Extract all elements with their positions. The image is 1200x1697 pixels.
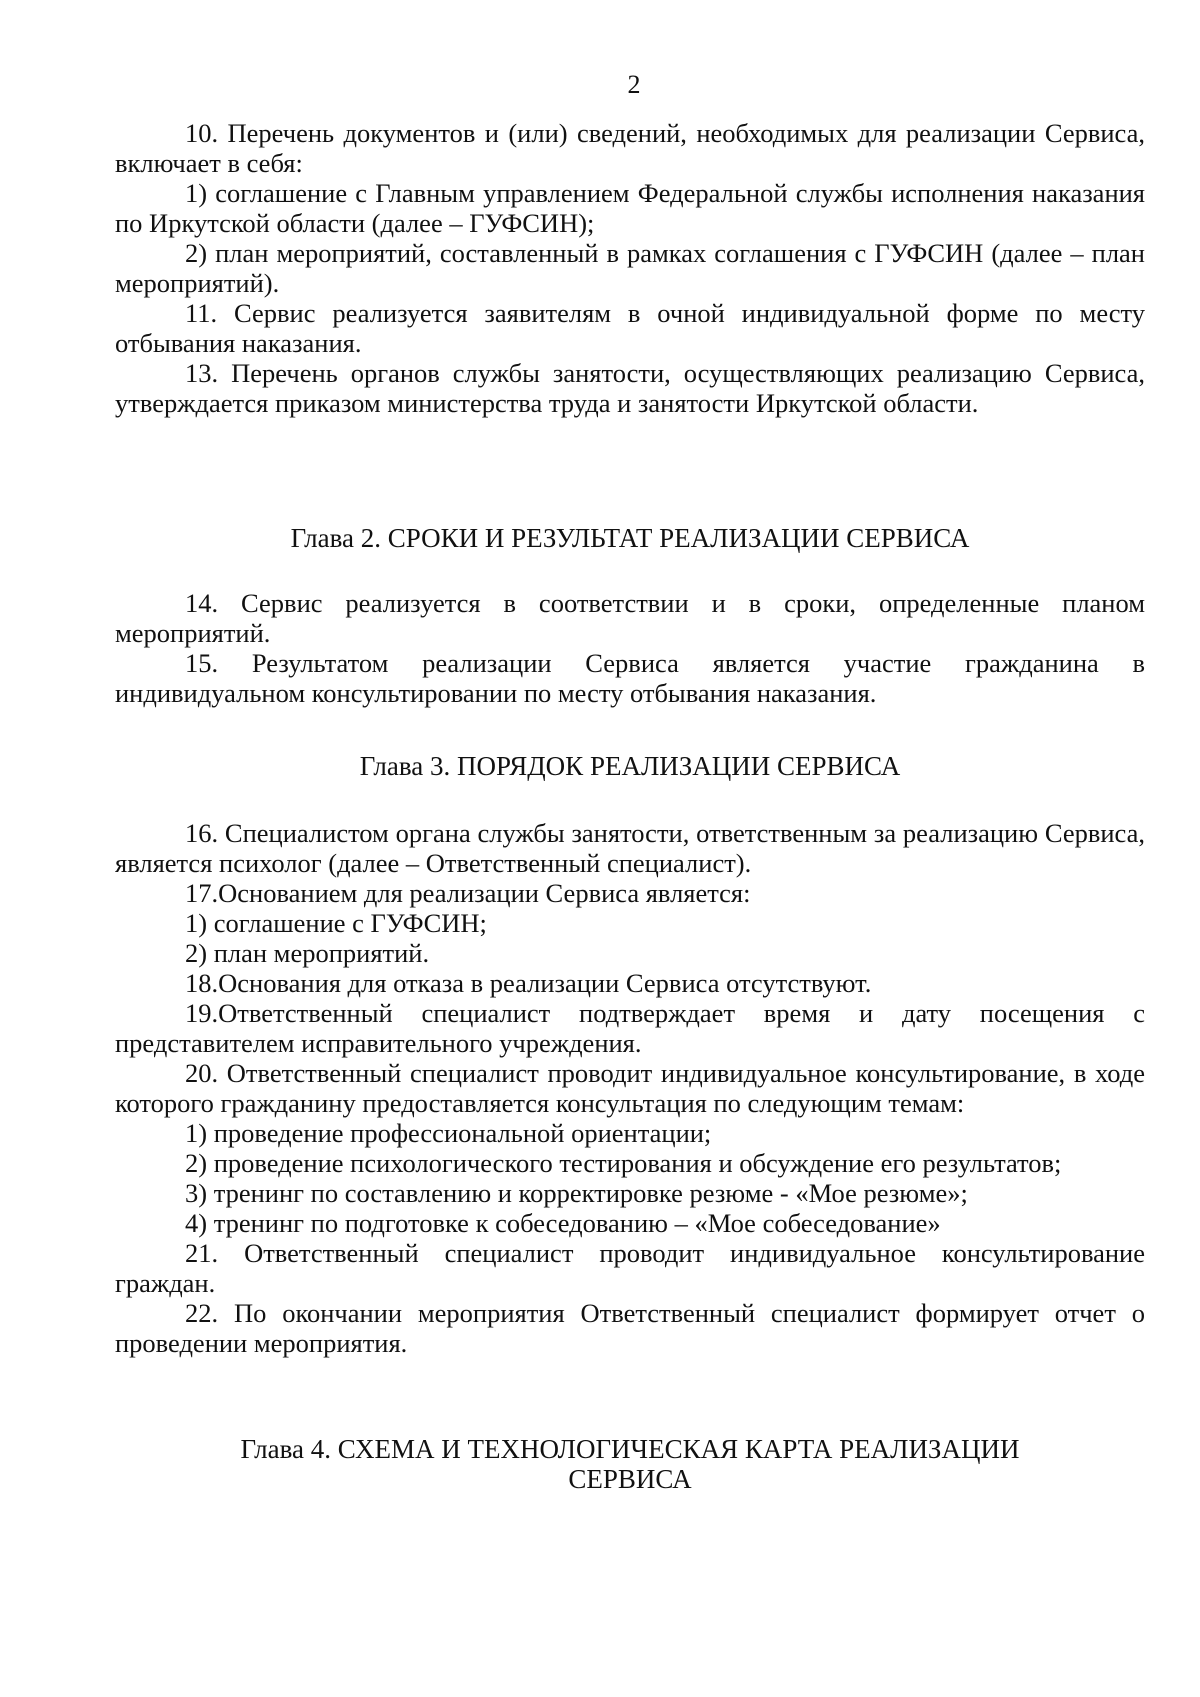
- paragraph-20: 20. Ответственный специалист проводит индивидуальное консультирование, в ходе которого гражданину предоставляется консультация по следующим темам:: [115, 1058, 1145, 1118]
- list-item-topic-3: 3) тренинг по составлению и корректировке резюме - «Мое резюме»;: [185, 1178, 968, 1208]
- paragraph-13: 13. Перечень органов службы занятости, осуществляющих реализацию Сервиса, утверждается приказом министерства труда и занятости Иркутской области.: [115, 358, 1145, 418]
- paragraph-10: 10. Перечень документов и (или) сведений, необходимых для реализации Сервиса, включает в себя:: [115, 118, 1145, 178]
- chapter-3-heading: Глава 3. ПОРЯДОК РЕАЛИЗАЦИИ СЕРВИСА: [359, 751, 901, 781]
- paragraph-21: 21. Ответственный специалист проводит индивидуальное консультирование граждан.: [115, 1238, 1145, 1298]
- chapter-2-heading: Глава 2. СРОКИ И РЕЗУЛЬТАТ РЕАЛИЗАЦИИ СЕРВИСА: [290, 523, 970, 553]
- paragraph-18: 18.Основания для отказа в реализации Сервиса отсутствуют.: [185, 968, 872, 998]
- paragraph-11: 11. Сервис реализуется заявителям в очной индивидуальной форме по месту отбывания наказания.: [115, 298, 1145, 358]
- paragraph-22: 22. По окончании мероприятия Ответственный специалист формирует отчет о проведении мероприятия.: [115, 1298, 1145, 1358]
- chapter-4-heading-wrap: [115, 1434, 1145, 1494]
- section-2-paragraphs: [115, 588, 1145, 708]
- list-item-topic-2: 2) проведение психологического тестирования и обсуждение его результатов;: [185, 1148, 1062, 1178]
- paragraph-19: 19.Ответственный специалист подтверждает время и дату посещения с представителем исправительного учреждения.: [115, 998, 1145, 1058]
- chapter-4-heading-line-2: СЕРВИСА: [568, 1464, 692, 1494]
- chapter-3-heading-wrap: [115, 751, 1145, 781]
- section-1-paragraphs: [115, 118, 1145, 418]
- chapter-4-heading-line-1: Глава 4. СХЕМА И ТЕХНОЛОГИЧЕСКАЯ КАРТА РЕАЛИЗАЦИИ: [240, 1434, 1020, 1464]
- list-item-agreement: 1) соглашение с Главным управлением Федеральной службы исполнения наказания по Иркутской области (далее – ГУФСИН);: [115, 178, 1145, 238]
- paragraph-17: 17.Основанием для реализации Сервиса является:: [185, 878, 751, 908]
- list-item-topic-4: 4) тренинг по подготовке к собеседованию – «Мое собеседование»: [185, 1208, 941, 1238]
- paragraph-15: 15. Результатом реализации Сервиса является участие гражданина в индивидуальном консультировании по месту отбывания наказания.: [115, 648, 1145, 708]
- paragraph-14: 14. Сервис реализуется в соответствии и в сроки, определенные планом мероприятий.: [115, 588, 1145, 648]
- paragraph-16: 16. Специалистом органа службы занятости, ответственным за реализацию Сервиса, является психолог (далее – Ответственный специалист).: [115, 818, 1145, 878]
- section-3-paragraphs: [115, 818, 1145, 1358]
- chapter-2-heading-wrap: [115, 523, 1145, 553]
- page-number: 2: [627, 70, 641, 99]
- list-item-agreement: 1) соглашение с ГУФСИН;: [185, 908, 487, 938]
- list-item-plan: 2) план мероприятий.: [185, 938, 430, 968]
- list-item-topic-1: 1) проведение профессиональной ориентации;: [185, 1118, 712, 1148]
- list-item-plan: 2) план мероприятий, составленный в рамках соглашения с ГУФСИН (далее – план мероприятий).: [115, 238, 1145, 298]
